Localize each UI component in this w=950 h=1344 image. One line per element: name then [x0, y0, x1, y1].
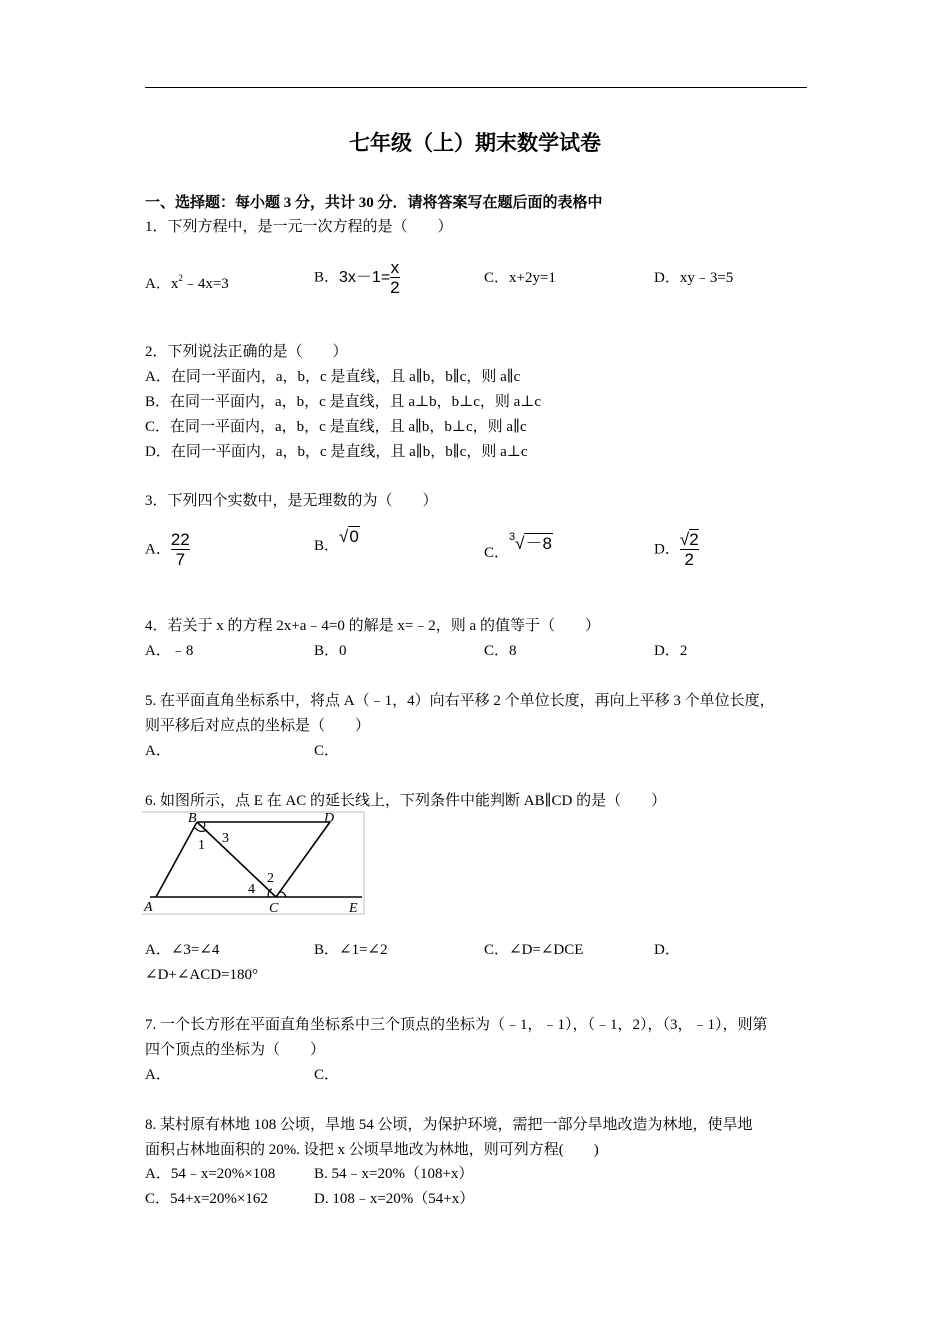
- label-angle-4: 4: [248, 882, 255, 897]
- q1-option-d: D．xy﹣3=5: [654, 270, 734, 286]
- q8-stem-line2: 面积占林地面积的 20%. 设把 x 公顷旱地改为林地，则可列方程( ): [145, 1142, 599, 1158]
- q8-option-d: D. 108﹣x=20%（54+x）: [314, 1191, 475, 1207]
- q5-stem-line2: 则平移后对应点的坐标是（ ）: [145, 718, 371, 734]
- q4-option-c: C．8: [484, 643, 517, 659]
- q2-option-d: D．在同一平面内，a，b，c 是直线，且 a∥b，b∥c，则 a⊥c: [145, 444, 528, 460]
- fraction-x-over-2: $\frac{x}{2}$: [390, 258, 400, 297]
- angle-3-arc: [203, 822, 205, 828]
- q4-option-a: A．﹣8: [145, 643, 194, 659]
- label-a: A: [144, 900, 153, 915]
- segment-dc: [276, 822, 330, 897]
- q3-option-c: C．$^3$√－8: [484, 535, 553, 563]
- section-heading: 一、选择题：每小题 3 分，共计 30 分．请将答案写在题后面的表格中: [145, 195, 603, 211]
- sqrt-0: √0: [339, 527, 359, 546]
- q3-option-b: B．√0: [314, 527, 359, 554]
- q6-figure: [142, 810, 366, 916]
- q2-option-a: A．在同一平面内，a，b，c 是直线，且 a∥b，b∥c，则 a∥c: [145, 369, 521, 385]
- q5-option-c: C．: [314, 743, 340, 759]
- label-d: D: [324, 811, 335, 826]
- header-rule: [145, 87, 807, 88]
- label-c: C: [269, 901, 279, 916]
- cube-root-neg-8: $^3$√－8: [509, 531, 552, 553]
- q6-option-c: C．∠D=∠DCE: [484, 942, 584, 958]
- q7-stem-line2: 四个顶点的坐标为（ ）: [145, 1042, 326, 1058]
- q7-option-c: C．: [314, 1067, 340, 1083]
- q3-option-a: A． $\frac{22}{7}$: [145, 530, 190, 569]
- label-angle-3: 3: [222, 831, 229, 846]
- q6-option-d-continued: ∠D+∠ACD=180°: [145, 967, 259, 983]
- q4-option-d: D．2: [654, 643, 688, 659]
- q7-option-a: A．: [145, 1067, 171, 1083]
- q8-option-a: A．54﹣x=20%×108: [145, 1166, 276, 1182]
- fraction-22-over-7: $\frac{22}{7}$: [170, 530, 190, 569]
- q8-stem-line1: 8. 某村原有林地 108 公顷，旱地 54 公顷，为保护环境，需把一部分旱地改造为林地，使旱地: [145, 1117, 753, 1133]
- equation-3x-1: 3x－1=: [339, 268, 391, 286]
- q1-stem: 1．下列方程中，是一元一次方程的是（ ）: [145, 219, 453, 235]
- label-b: B: [188, 811, 197, 826]
- q6-option-d: D．: [654, 942, 680, 958]
- segment-ba: [156, 822, 197, 897]
- q4-option-b: B．0: [314, 643, 347, 659]
- q8-option-b: B. 54﹣x=20%（108+x）: [314, 1166, 474, 1182]
- fraction-sqrt2-over-2: $\frac{√2}{2}$: [679, 530, 699, 569]
- q6-option-a: A．∠3=∠4: [145, 942, 220, 958]
- q6-stem: 6. 如图所示，点 E 在 AC 的延长线上，下列条件中能判断 AB∥CD 的是（ ）: [145, 793, 667, 809]
- q3-option-d: D． $\frac{√2}{2}$: [654, 530, 699, 569]
- q3-stem: 3．下列四个实数中，是无理数的为（ ）: [145, 493, 438, 509]
- q4-stem: 4．若关于 x 的方程 2x+a﹣4=0 的解是 x=﹣2，则 a 的值等于（ ）: [145, 618, 600, 634]
- q7-stem-line1: 7. 一个长方形在平面直角坐标系中三个顶点的坐标为（﹣1，﹣1），（﹣1，2），（3，﹣1），则第: [145, 1017, 768, 1033]
- q2-option-b: B．在同一平面内，a，b，c 是直线，且 a⊥b，b⊥c，则 a⊥c: [145, 394, 542, 410]
- q1-option-c: C．x+2y=1: [484, 270, 556, 286]
- q5-stem-line1: 5. 在平面直角坐标系中，将点 A（﹣1，4）向右平移 2 个单位长度，再向上平移 3 个单位长度，: [145, 693, 775, 709]
- q1-option-a: A．$x^2﹣4x=3$: [145, 273, 229, 292]
- label-angle-2: 2: [267, 871, 274, 886]
- label-angle-1: 1: [198, 838, 205, 853]
- q2-option-c: C．在同一平面内，a，b，c 是直线，且 a∥b，b⊥c，则 a∥c: [145, 419, 527, 435]
- q1-option-b: B．3x－1= $\frac{x}{2}$: [314, 258, 400, 297]
- q2-stem: 2．下列说法正确的是（ ）: [145, 344, 348, 360]
- label-e: E: [349, 901, 358, 916]
- q5-option-a: A．: [145, 743, 171, 759]
- page-title: 七年级（上）期末数学试卷: [349, 131, 601, 155]
- q8-option-c: C．54+x=20%×162: [145, 1191, 268, 1207]
- q6-option-b: B．∠1=∠2: [314, 942, 388, 958]
- segment-bc: [197, 822, 276, 897]
